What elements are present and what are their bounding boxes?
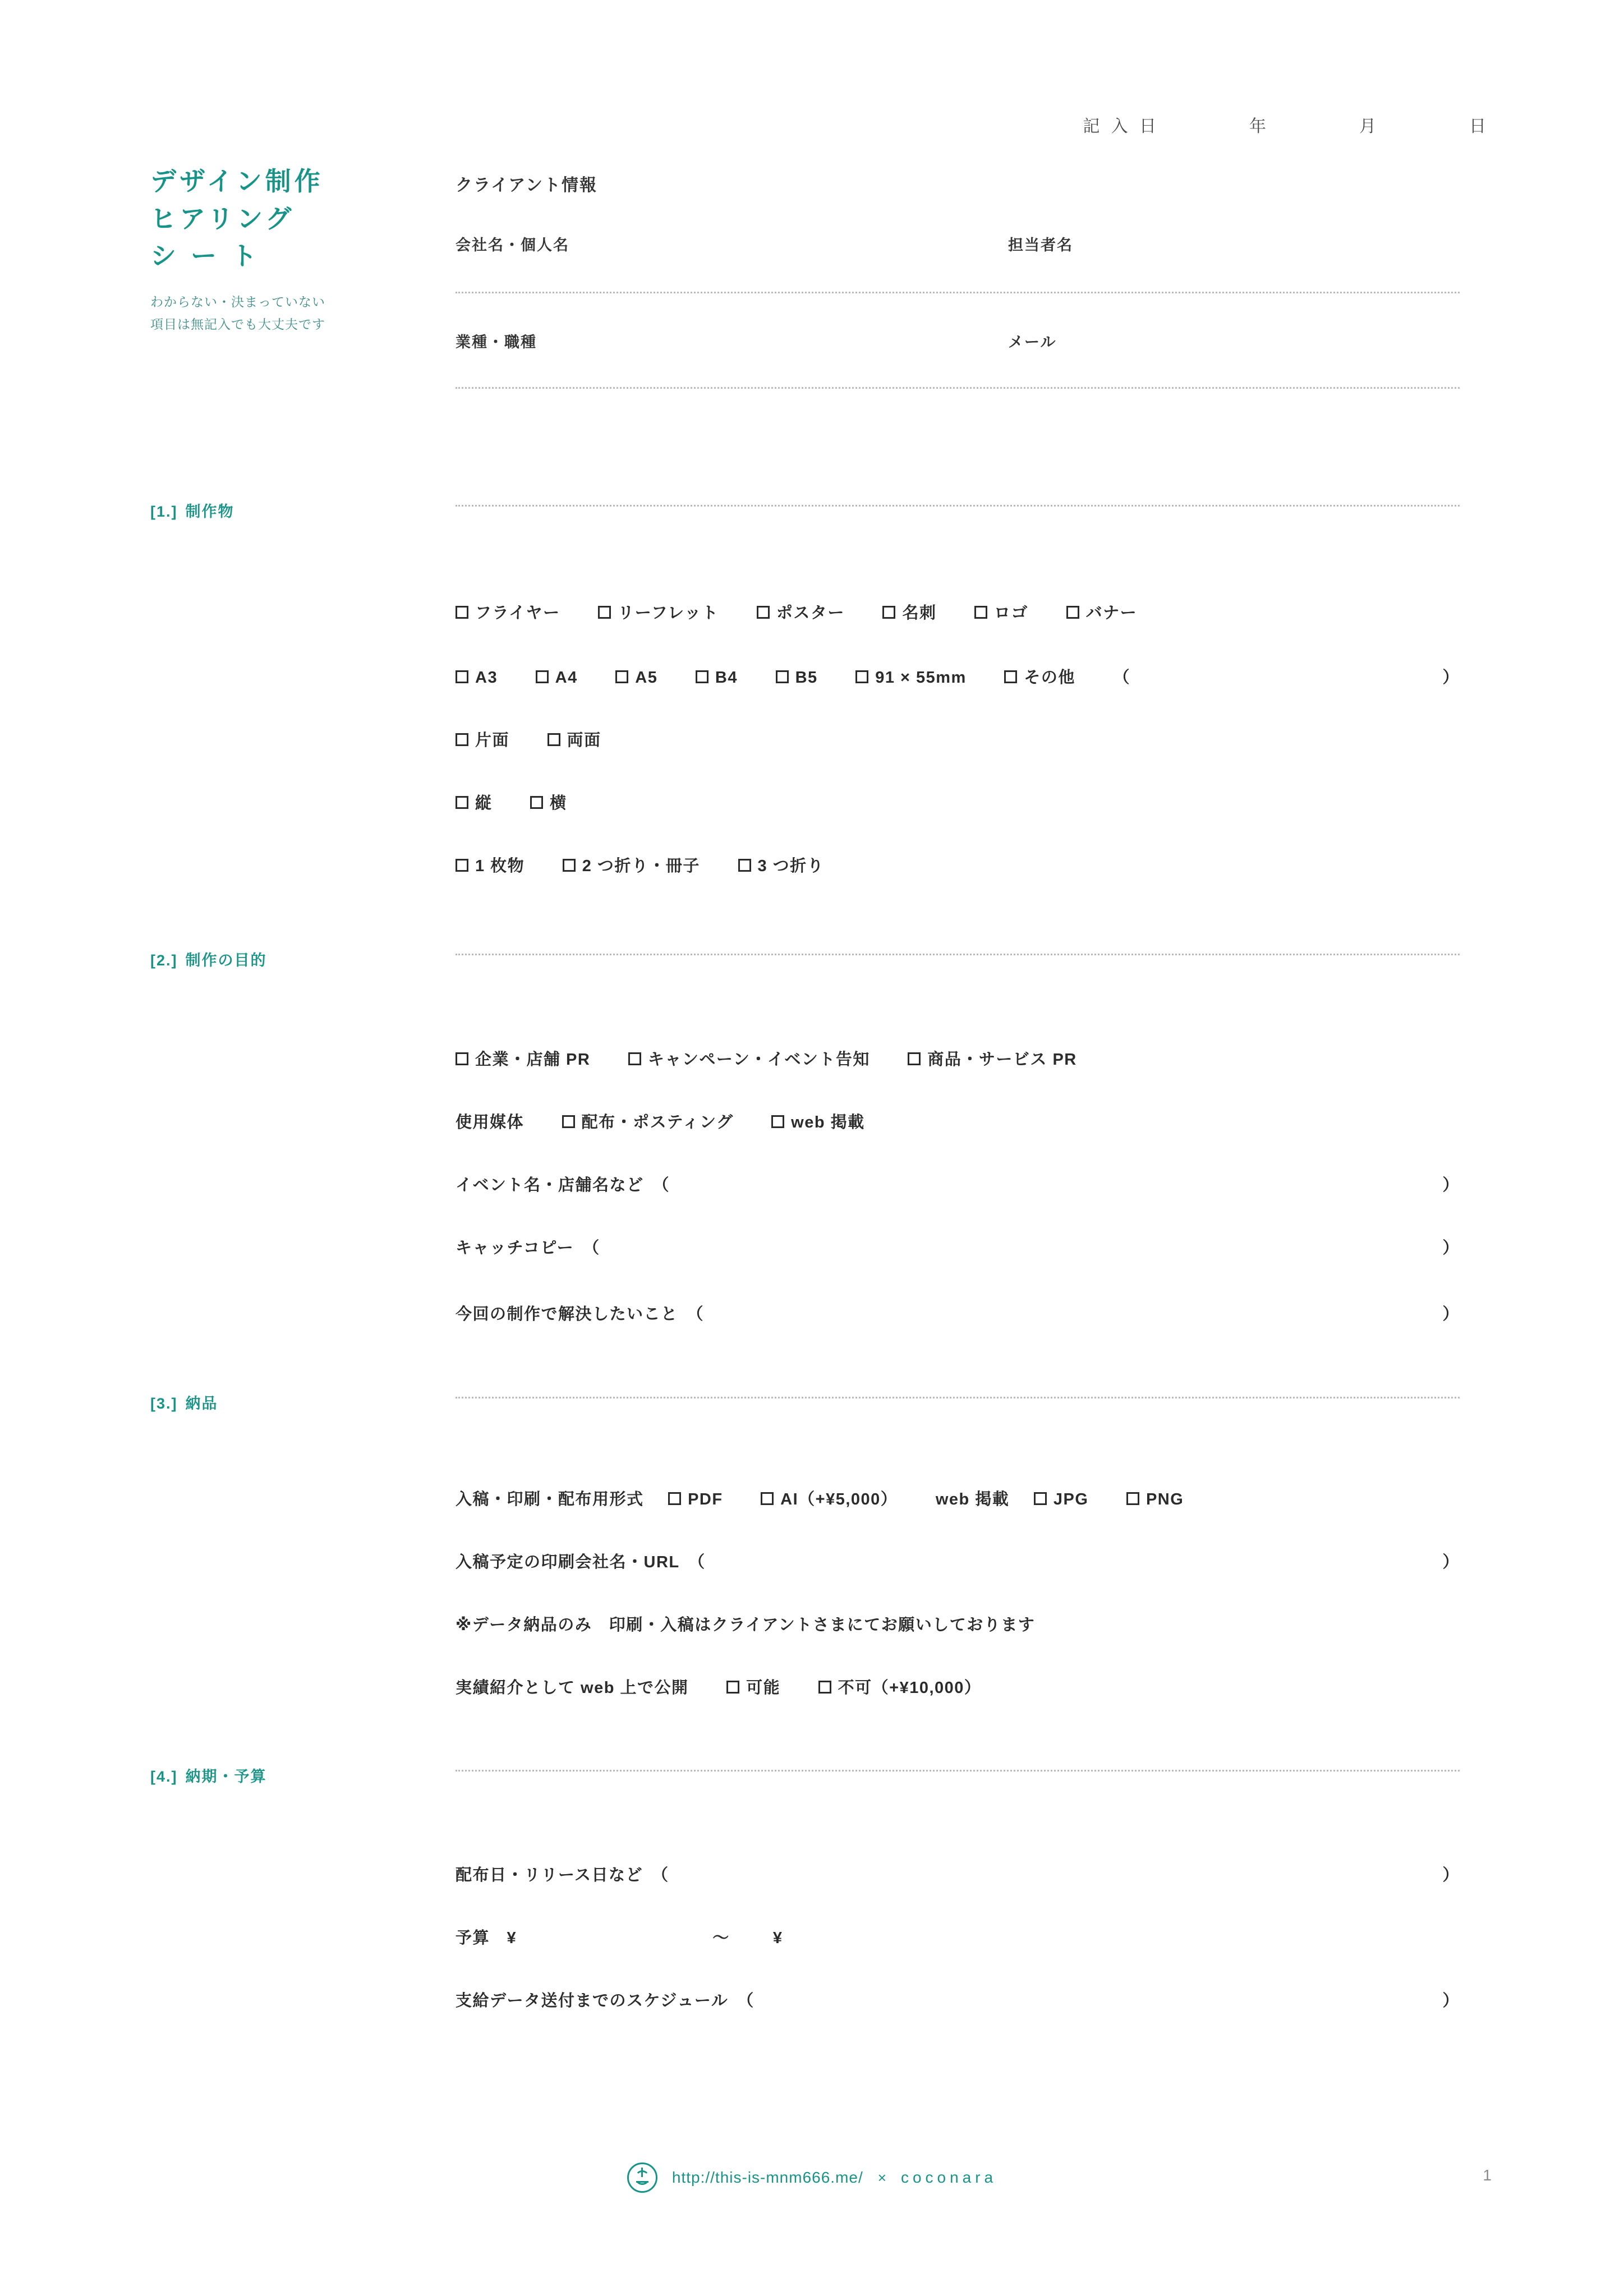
title-line-2: ヒアリング bbox=[150, 204, 295, 233]
title-line-1: デザイン制作 bbox=[150, 167, 324, 196]
page-footer bbox=[0, 2162, 1624, 2193]
s1-row-item-type bbox=[456, 600, 1460, 623]
mail-label: メール bbox=[1008, 334, 1057, 351]
company-name-label: 会社名・個人名 bbox=[456, 237, 569, 254]
checkbox-b5[interactable] bbox=[776, 669, 818, 687]
checkbox-pdf-label: PDF bbox=[688, 1490, 723, 1508]
checkbox-public-ok-label: 可能 bbox=[746, 1679, 781, 1697]
s4-field-release[interactable] bbox=[456, 1862, 1460, 1885]
checkbox-box-icon[interactable] bbox=[974, 606, 987, 619]
budget-yen-second: ¥ bbox=[772, 1929, 783, 1947]
checkbox-campaign-label: キャンペーン・イベント告知 bbox=[647, 1051, 870, 1069]
public-label: 実績紹介として web 上で公開 bbox=[456, 1679, 689, 1697]
s1-row-orientation bbox=[456, 790, 1460, 813]
s4-row-budget[interactable] bbox=[456, 1925, 1460, 1948]
s1-row-sides bbox=[456, 728, 1460, 751]
section-4-number: [4.] bbox=[150, 1768, 178, 1785]
checkbox-box-icon[interactable] bbox=[456, 859, 468, 872]
s3-notice: ※データ納品のみ 印刷・入稿はクライアントさまにてお願いしております bbox=[456, 1616, 1036, 1634]
checkbox-b4-label: B4 bbox=[715, 669, 738, 687]
section-heading-4 bbox=[150, 1764, 267, 1786]
checkbox-bifold[interactable] bbox=[563, 857, 700, 875]
s4-field-schedule-label: 支給データ送付までのスケジュール （ bbox=[456, 1992, 755, 2010]
client-row-industry-rule bbox=[456, 387, 1460, 389]
budget-tilde: 〜 bbox=[712, 1929, 730, 1947]
checkbox-box-icon[interactable] bbox=[628, 1052, 641, 1065]
section-1-rule bbox=[456, 505, 1460, 507]
s3-row-format bbox=[456, 1487, 1460, 1510]
checkbox-box-icon[interactable] bbox=[668, 1492, 681, 1505]
checkbox-single-sheet-label: 1 枚物 bbox=[475, 857, 525, 875]
other-size-paren-open: （ bbox=[1113, 669, 1130, 687]
checkbox-box-icon[interactable] bbox=[855, 670, 868, 683]
checkbox-flyer[interactable] bbox=[456, 604, 560, 622]
s2-field-catchcopy[interactable] bbox=[456, 1235, 1460, 1258]
checkbox-a5[interactable] bbox=[615, 669, 657, 687]
checkbox-web-post-label: web 掲載 bbox=[791, 1114, 865, 1131]
checkbox-ai[interactable] bbox=[761, 1490, 898, 1508]
checkbox-box-icon[interactable] bbox=[696, 670, 709, 683]
checkbox-png-label: PNG bbox=[1145, 1490, 1184, 1508]
checkbox-company-pr-label: 企業・店舗 PR bbox=[475, 1051, 591, 1069]
checkbox-flyer-label: フライヤー bbox=[475, 604, 560, 622]
section-3-number: [3.] bbox=[150, 1395, 178, 1412]
title-note bbox=[150, 291, 414, 336]
checkbox-single-side[interactable] bbox=[456, 731, 509, 749]
checkbox-box-icon[interactable] bbox=[536, 670, 549, 683]
checkbox-box-icon[interactable] bbox=[761, 1492, 774, 1505]
checkbox-box-icon[interactable] bbox=[771, 1115, 784, 1128]
section-1-label: 制作物 bbox=[185, 503, 234, 520]
section-heading-3 bbox=[150, 1391, 218, 1413]
checkbox-banner[interactable] bbox=[1066, 604, 1138, 622]
checkbox-box-icon[interactable] bbox=[530, 796, 543, 809]
s2-field-solve[interactable] bbox=[456, 1301, 1460, 1324]
s2-field-catchcopy-label: キャッチコピー （ bbox=[456, 1239, 600, 1257]
checkbox-leaflet-label: リーフレット bbox=[618, 604, 719, 622]
checkbox-box-icon[interactable] bbox=[908, 1052, 921, 1065]
checkbox-landscape[interactable] bbox=[530, 794, 567, 812]
checkbox-box-icon[interactable] bbox=[757, 606, 770, 619]
checkbox-jpg-label: JPG bbox=[1053, 1490, 1089, 1508]
web-post-label: web 掲載 bbox=[935, 1490, 1010, 1508]
s4-field-release-close: ） bbox=[1442, 1866, 1460, 1884]
checkbox-portrait-label: 縦 bbox=[475, 794, 493, 812]
checkbox-single-sheet[interactable] bbox=[456, 857, 525, 875]
checkbox-box-icon[interactable] bbox=[1126, 1492, 1139, 1505]
checkbox-logo-label: ロゴ bbox=[994, 604, 1029, 622]
entry-date-label: 記 入 日 bbox=[1083, 117, 1160, 136]
checkbox-box-icon[interactable] bbox=[615, 670, 628, 683]
footer-brand: coconara bbox=[900, 2169, 997, 2186]
format-label: 入稿・印刷・配布用形式 bbox=[456, 1490, 644, 1508]
s2-field-event-name-label: イベント名・店舗名など （ bbox=[456, 1176, 670, 1194]
s1-row-fold bbox=[456, 853, 1460, 876]
s2-field-event-name-close: ） bbox=[1442, 1176, 1460, 1194]
checkbox-box-icon[interactable] bbox=[598, 606, 611, 619]
checkbox-box-icon[interactable] bbox=[738, 859, 751, 872]
s3-field-printer[interactable] bbox=[456, 1549, 1460, 1572]
checkbox-single-side-label: 片面 bbox=[475, 731, 510, 749]
title-note-line-2: 項目は無記入でも大丈夫です bbox=[150, 317, 325, 332]
checkbox-logo[interactable] bbox=[974, 604, 1028, 622]
checkbox-box-icon[interactable] bbox=[1004, 670, 1017, 683]
checkbox-meishi-size[interactable] bbox=[855, 669, 967, 687]
year-unit-label: 年 bbox=[1249, 117, 1269, 136]
checkbox-box-icon[interactable] bbox=[882, 606, 895, 619]
checkbox-ai-label: AI（+¥5,000） bbox=[780, 1490, 898, 1508]
checkbox-product-pr[interactable] bbox=[908, 1051, 1076, 1069]
s2-field-solve-close: ） bbox=[1442, 1305, 1460, 1323]
checkbox-public-ng-label: 不可（+¥10,000） bbox=[838, 1679, 982, 1697]
section-3-label: 納品 bbox=[185, 1395, 218, 1412]
s2-field-event-name[interactable] bbox=[456, 1172, 1460, 1195]
checkbox-box-icon[interactable] bbox=[1034, 1492, 1047, 1505]
s2-row-purpose bbox=[456, 1047, 1460, 1070]
section-4-rule bbox=[456, 1770, 1460, 1772]
checkbox-trifold[interactable] bbox=[738, 857, 825, 875]
checkbox-product-pr-label: 商品・サービス PR bbox=[927, 1051, 1077, 1069]
checkbox-box-icon[interactable] bbox=[563, 859, 576, 872]
checkbox-bifold-label: 2 つ折り・冊子 bbox=[582, 857, 700, 875]
document-title-block bbox=[150, 163, 414, 336]
s2-field-solve-label: 今回の制作で解決したいこと （ bbox=[456, 1305, 705, 1323]
checkbox-box-icon[interactable] bbox=[548, 733, 560, 746]
checkbox-box-icon[interactable] bbox=[818, 1681, 831, 1694]
title-line-3: シート bbox=[150, 241, 272, 271]
checkbox-a5-label: A5 bbox=[635, 669, 658, 687]
checkbox-poster[interactable] bbox=[757, 604, 845, 622]
checkbox-a3[interactable] bbox=[456, 669, 498, 687]
checkbox-png[interactable] bbox=[1126, 1490, 1184, 1508]
checkbox-a4[interactable] bbox=[536, 669, 578, 687]
checkbox-portrait[interactable] bbox=[456, 794, 493, 812]
checkbox-a4-label: A4 bbox=[555, 669, 578, 687]
checkbox-box-icon[interactable] bbox=[1066, 606, 1079, 619]
checkbox-double-side[interactable] bbox=[548, 731, 601, 749]
checkbox-a3-label: A3 bbox=[475, 669, 498, 687]
checkbox-public-ng[interactable] bbox=[818, 1679, 982, 1697]
s2-row-media bbox=[456, 1110, 1460, 1133]
client-row-company-rule bbox=[456, 292, 1460, 293]
section-2-number: [2.] bbox=[150, 952, 178, 969]
title-note-line-1: わからない・決まっていない bbox=[150, 295, 325, 310]
checkbox-box-icon[interactable] bbox=[456, 733, 468, 746]
checkbox-trifold-label: 3 つ折り bbox=[757, 857, 825, 875]
section-3-rule bbox=[456, 1397, 1460, 1398]
entry-date-line bbox=[1083, 112, 1489, 137]
checkbox-businesscard-label: 名刺 bbox=[902, 604, 937, 622]
checkbox-landscape-label: 横 bbox=[550, 794, 567, 812]
checkbox-b5-label: B5 bbox=[795, 669, 818, 687]
page-number: 1 bbox=[1483, 2166, 1492, 2184]
checkbox-distribution-label: 配布・ポスティング bbox=[581, 1114, 734, 1131]
checkbox-box-icon[interactable] bbox=[562, 1115, 575, 1128]
other-size-paren-close: ） bbox=[1442, 669, 1460, 687]
month-unit-label: 月 bbox=[1359, 117, 1379, 136]
checkbox-box-icon[interactable] bbox=[776, 670, 789, 683]
checkbox-box-icon[interactable] bbox=[456, 796, 468, 809]
contact-name-label: 担当者名 bbox=[1008, 237, 1073, 254]
budget-label: 予算 ¥ bbox=[456, 1929, 517, 1947]
section-4-label: 納期・予算 bbox=[185, 1768, 267, 1785]
checkbox-businesscard[interactable] bbox=[882, 604, 936, 622]
checkbox-other-size-label: その他 bbox=[1024, 669, 1075, 687]
checkbox-campaign[interactable] bbox=[628, 1051, 870, 1069]
s1-row-size bbox=[456, 665, 1460, 688]
checkbox-box-icon[interactable] bbox=[726, 1681, 739, 1694]
s4-field-release-label: 配布日・リリース日など （ bbox=[456, 1866, 669, 1884]
checkbox-company-pr[interactable] bbox=[456, 1051, 590, 1069]
checkbox-distribution[interactable] bbox=[562, 1114, 734, 1131]
checkbox-box-icon[interactable] bbox=[456, 606, 468, 619]
s4-field-schedule[interactable] bbox=[456, 1988, 1460, 2011]
s4-field-schedule-close: ） bbox=[1442, 1992, 1460, 2010]
section-heading-1 bbox=[150, 499, 234, 521]
s3-row-public bbox=[456, 1675, 1460, 1698]
checkbox-b4[interactable] bbox=[696, 669, 738, 687]
industry-label: 業種・職種 bbox=[456, 334, 537, 351]
checkbox-double-side-label: 両面 bbox=[567, 731, 601, 749]
s3-field-printer-close: ） bbox=[1442, 1553, 1460, 1571]
checkbox-other-size[interactable] bbox=[1004, 669, 1075, 687]
section-heading-2 bbox=[150, 948, 267, 970]
section-2-rule bbox=[456, 954, 1460, 955]
footer-url[interactable]: http://this-is-mnm666.me/ bbox=[671, 2169, 863, 2186]
checkbox-web-post[interactable] bbox=[771, 1114, 864, 1131]
s2-field-catchcopy-close: ） bbox=[1442, 1239, 1460, 1257]
brand-logo-icon bbox=[627, 2162, 657, 2193]
checkbox-leaflet[interactable] bbox=[598, 604, 719, 622]
section-2-label: 制作の目的 bbox=[185, 952, 267, 969]
s3-field-printer-label: 入稿予定の印刷会社名・URL （ bbox=[456, 1553, 706, 1571]
checkbox-pdf[interactable] bbox=[668, 1490, 723, 1508]
footer-separator: × bbox=[877, 2169, 886, 2186]
checkbox-jpg[interactable] bbox=[1034, 1490, 1089, 1508]
checkbox-box-icon[interactable] bbox=[456, 1052, 468, 1065]
client-info-heading: クライアント情報 bbox=[456, 176, 597, 195]
media-label: 使用媒体 bbox=[456, 1114, 525, 1131]
day-unit-label: 日 bbox=[1469, 117, 1489, 136]
checkbox-meishi-size-label: 91 × 55mm bbox=[875, 669, 967, 687]
checkbox-banner-label: バナー bbox=[1085, 604, 1138, 622]
checkbox-public-ok[interactable] bbox=[726, 1679, 780, 1697]
checkbox-box-icon[interactable] bbox=[456, 670, 468, 683]
checkbox-poster-label: ポスター bbox=[776, 604, 845, 622]
section-1-number: [1.] bbox=[150, 503, 178, 520]
